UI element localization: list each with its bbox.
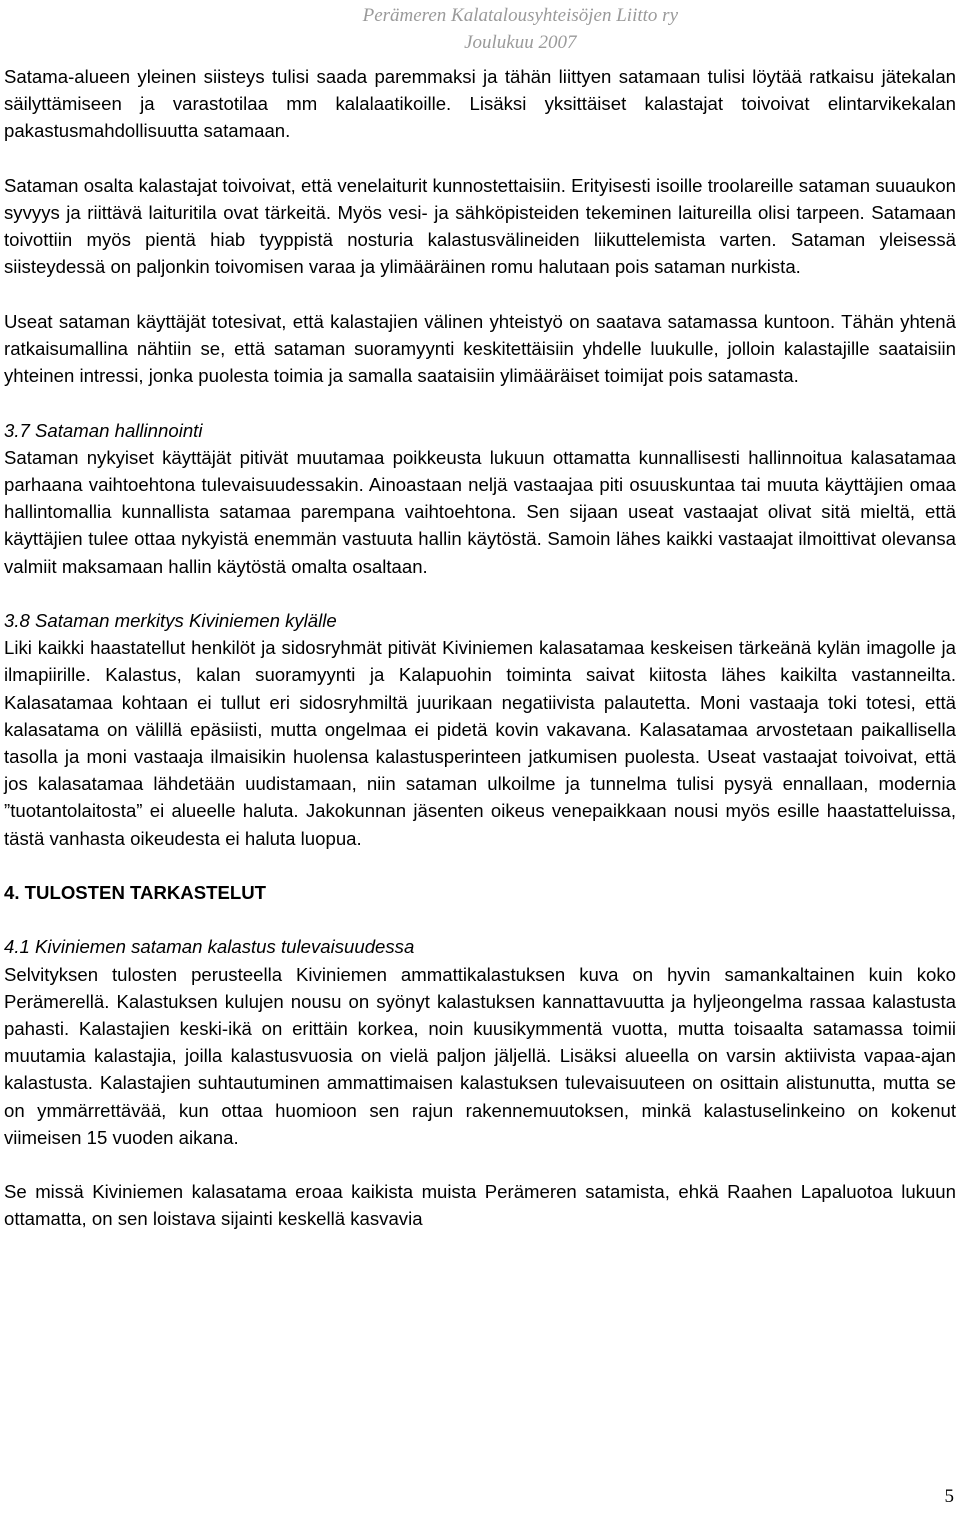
paragraph-cooperation: Useat sataman käyttäjät totesivat, että kalastajien välinen yhteistyö on saatava satamassa kuntoon. Tähän yhtenä ratkaisumallina nähtiin se, että sataman suoramyynti keskitettäisiin yhdelle luukulle, jolloin kalastajille saataisiin yhteinen intressi, jonka puolesta toimia ja samalla saataisiin ylimääräiset toimijat pois satamasta. [4,310,956,387]
paragraph-village-significance: Liki kaikki haastatellut henkilöt ja sidosryhmät pitivät Kiviniemen kalasatamaa keskeisen tärkeänä kylän imagolle ja ilmapiirille. Kalastus, kalan suoramyynti ja Kalapuohin toiminta saivat kiitosta lähes kaikilta vastanneilta. Kalasatamaa kohtaan ei tullut eri sidosryhmiltä juurikaan negatiivista palautetta. Moni vastaaja toki totesi, että kalasatama on välillä epäsiisti, mutta ongelmaa ei pidetä kovin vakavana. Kalasatamaa arvostetaan paikallisella tasolla ja moni vastaaja ilmaisikin huolensa kalastusperinteen jatkumisen puolesta. Useat vastaajat toivoivat, että jos kalasatamaa lähdetään uudistamaan, niin sataman ulkoilme ja tunnelma tulisi pysyä ennallaan, modernia ”tuotantolaitosta” ei alueelle haluta. Jakokunnan jäsenten oikeus venepaikkaan nousi myös esille haastatteluissa, tästä vanhasta oikeudesta ei haluta luopua. [4,637,956,849]
paragraph-harbour-management: Sataman nykyiset käyttäjät pitivät muutamaa poikkeusta lukuun ottamatta kunnallisesti hallinnoitua kalasatamaa parhaana vaihtoehtona tulevaisuudessakin. Ainoastaan neljä vastaajaa piti osuuskuntaa tai muuta käyttäjien omaa hallintomallia kunnallista satamaa parempana vaihtoehtona. Sen sijaan useat vastaajat olivat sitä mieltä, että käyttäjien tulee ottaa nykyistä enemmän vastuuta hallin käytöstä. Samoin lähes kaikki vastaajat ilmoittivat olevansa valmiit maksamaan hallin käytöstä omalta osaltaan. [4,446,956,577]
page-header [363,2,678,56]
page-number: 5 [944,1486,954,1507]
paragraph-harbour-improvements: Sataman osalta kalastajat toivoivat, että venelaiturit kunnostettaisiin. Erityisesti isoille troolareille sataman suuaukon syvyys ja riittävä laituritila ovat tärkeitä. Myös vesi- ja sähköpisteiden tekeminen laitureilla olisi tarpeen. Satamaan toivottiin myös pientä hiab tyyppistä nosturia kalastusvälineiden liikuttelemista varten. Sataman yleisessä siisteydessä on paljonkin toivomisen varaa ja ylimääräinen romu halutaan pois sataman nurkista. [4,174,956,278]
document-body [4,63,956,1233]
header-date: Joulukuu 2007 [464,32,577,53]
section-heading-3-8: 3.8 Sataman merkitys Kiviniemen kylälle [4,610,337,631]
chapter-heading-4: 4. TULOSTEN TARKASTELUT [4,882,267,904]
paragraph-location: Se missä Kiviniemen kalasatama eroaa kaikista muista Perämeren satamista, ehkä Raahen Lapaluotoa lukuun ottamatta, on sen loistava sijainti keskellä kasvavia [4,1181,956,1230]
paragraph-harbour-cleanliness: Satama-alueen yleinen siisteys tulisi saada paremmaksi ja tähän liittyen satamaan tulisi löytää ratkaisu jätekalan säilyttämiseen ja varastotilaa mm kalalaatikoille. Lisäksi yksittäiset kalastajat toivoivat elintarvikekalan pakastusmahdollisuutta satamaan. [4,66,956,142]
paragraph-fishing-future: Selvityksen tulosten perusteella Kiviniemen ammattikalastuksen kuva on hyvin samankaltainen kuin koko Perämerellä. Kalastuksen kulujen nousu on syönyt kalastuksen kannattavuutta ja hyljeongelma rassaa kalastusta pahasti. Kalastajien keski-ikä on erittäin korkea, noin kuusikymmentä vuotta, mutta toisaalta satamassa toimii muutamia kalastajia, joilla kalastusvuosia on vielä paljon jäljellä. Lisäksi alueella on varsin aktiivista vapaa-ajan kalastusta. Kalastajien suhtautuminen ammattimaisen kalastuksen tulevaisuuteen on osittain alistunutta, mutta se on ymmärrettävää, kun ottaa huomioon sen rajun rakennemuutoksen, minkä kalastuselinkeino on kokenut viimeisen 15 vuoden aikana. [4,963,956,1148]
section-heading-3-7: 3.7 Sataman hallinnointi [4,419,203,441]
header-organization: Perämeren Kalatalousyhteisöjen Liitto ry [362,5,678,26]
section-heading-4-1: 4.1 Kiviniemen sataman kalastus tulevaisuudessa [4,936,415,958]
